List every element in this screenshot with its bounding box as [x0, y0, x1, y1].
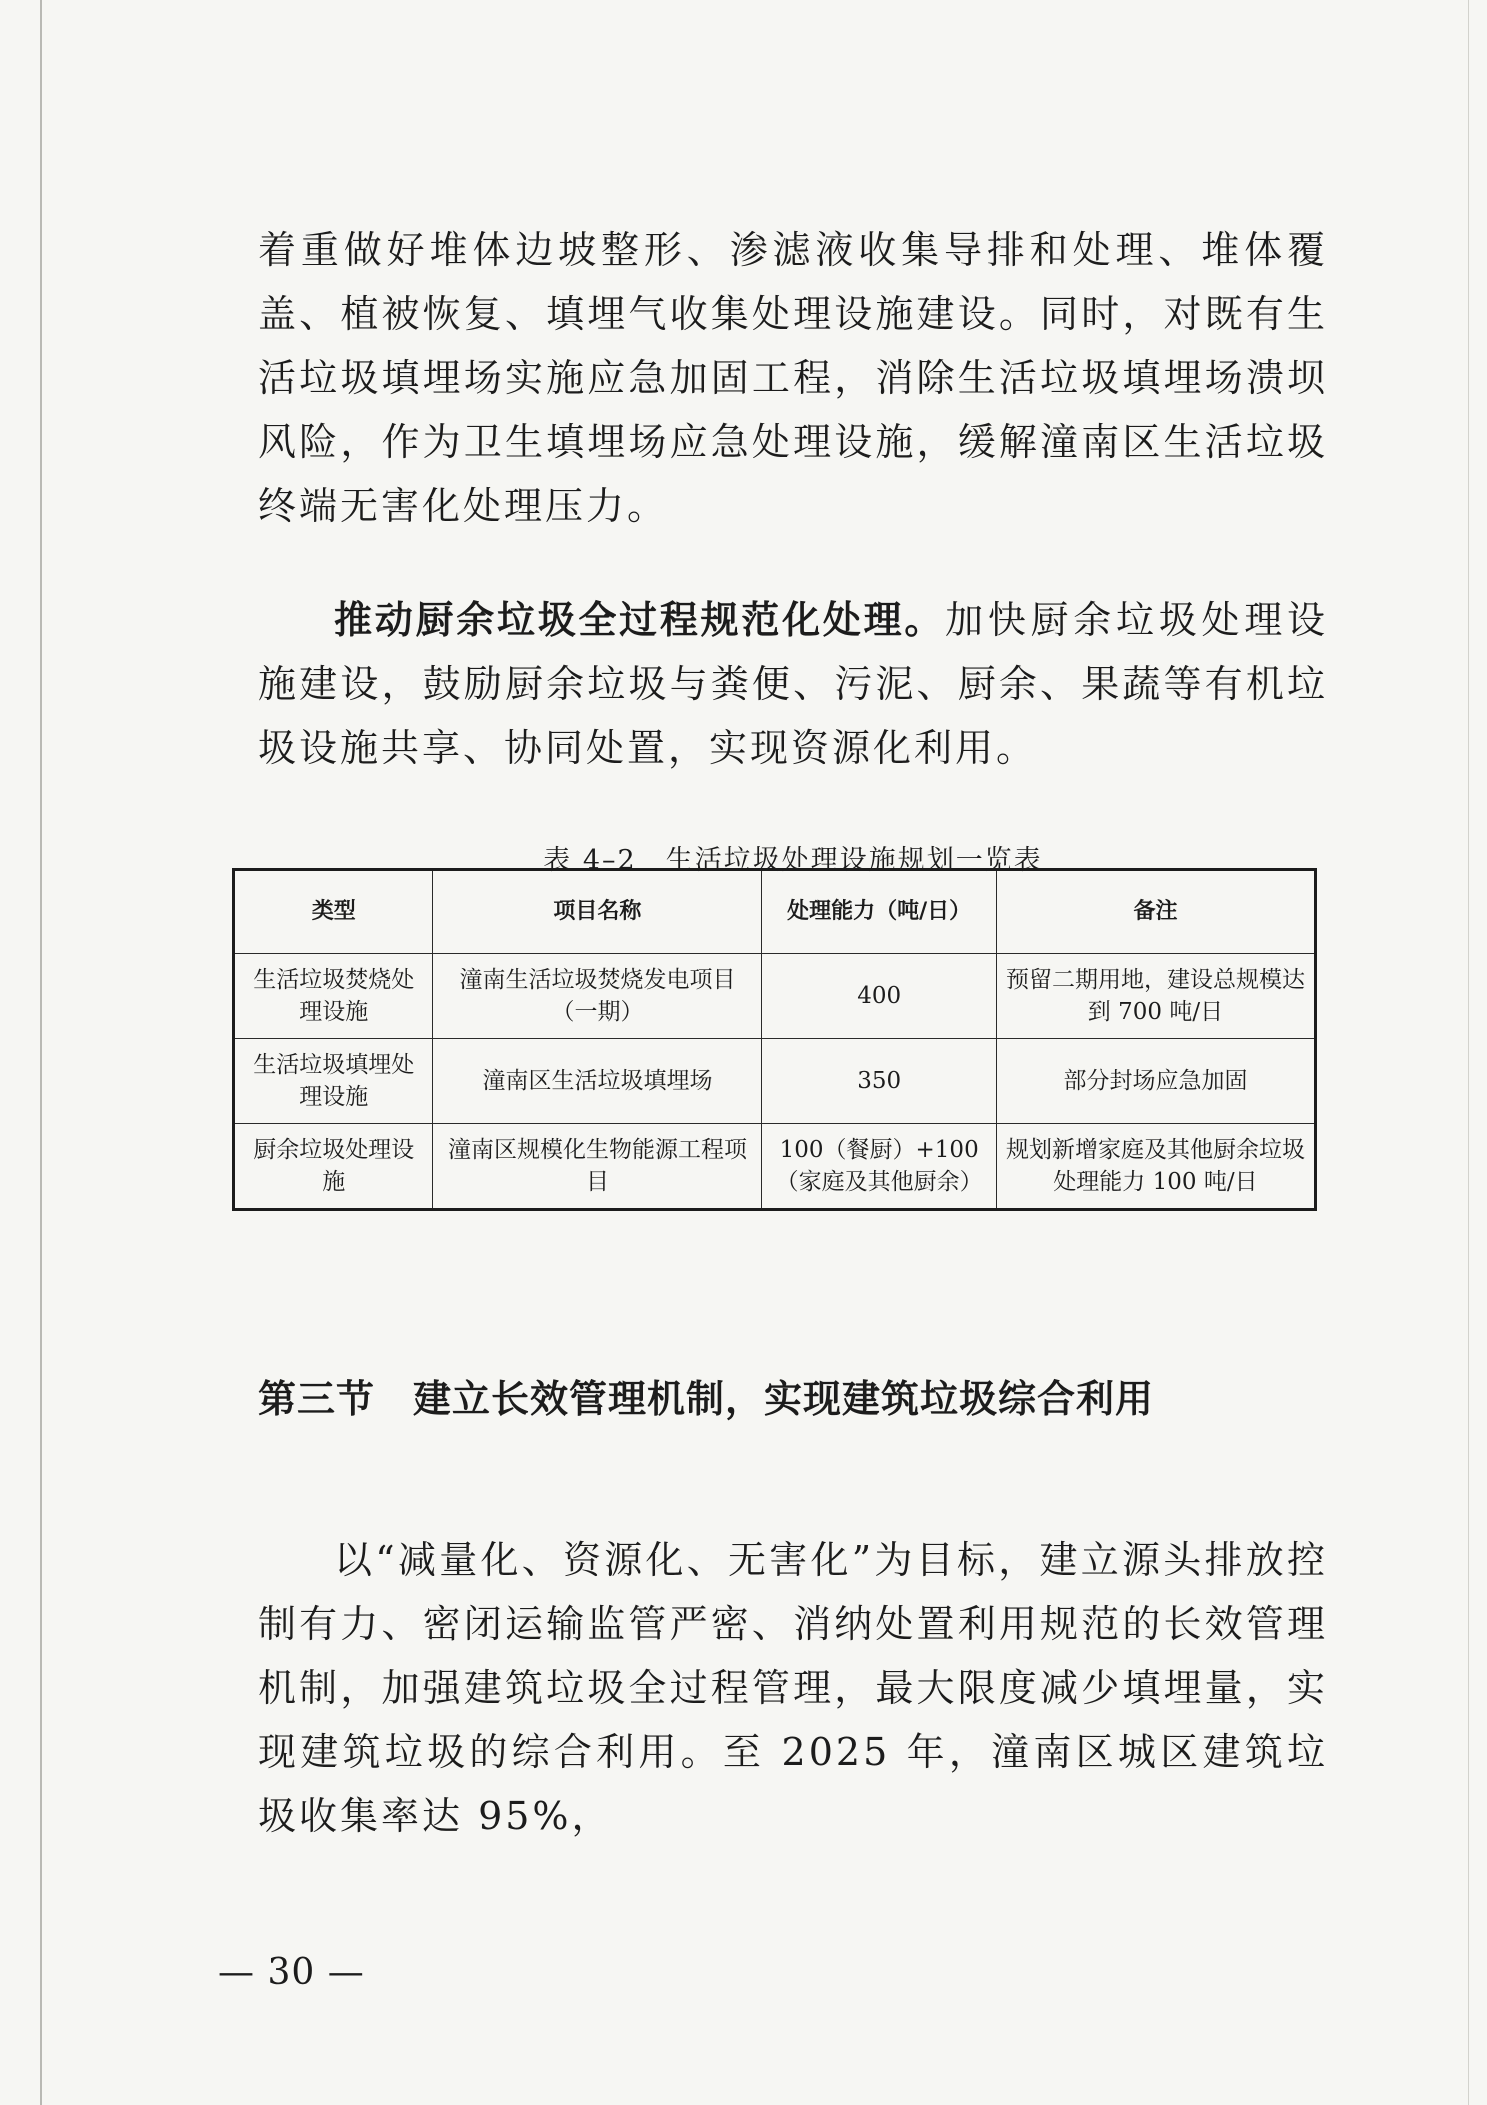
cell-project: 潼南区规模化生物能源工程项目 [433, 1124, 762, 1210]
header-capacity: 处理能力（吨/日） [762, 870, 996, 954]
facility-plan-table [232, 868, 1317, 1211]
paragraph-body: 加快厨余垃圾处理设施建设，鼓励厨余垃圾与粪便、污泥、厨余、果蔬等有机垃圾设施共享、协同处置，实现资源化利用。 [258, 598, 1328, 770]
page-binding-edge [40, 0, 42, 2105]
cell-capacity: 350 [762, 1039, 996, 1124]
table-header-row [234, 870, 1316, 954]
cell-type: 生活垃圾填埋处理设施 [234, 1039, 433, 1124]
header-project: 项目名称 [433, 870, 762, 954]
table-row [234, 1124, 1316, 1210]
paragraph-kitchen-waste [258, 588, 1328, 780]
cell-remark: 部分封场应急加固 [996, 1039, 1315, 1124]
section-heading [258, 1368, 1328, 1423]
header-remark: 备注 [996, 870, 1315, 954]
section-title: 建立长效管理机制，实现建筑垃圾综合利用 [413, 1377, 1155, 1421]
table-row [234, 1039, 1316, 1124]
cell-capacity: 100（餐厨）+100（家庭及其他厨余） [762, 1124, 996, 1210]
paragraph-lead-heading: 推动厨余垃圾全过程规范化处理。 [334, 598, 946, 642]
cell-remark: 预留二期用地，建设总规模达到 700 吨/日 [996, 954, 1315, 1039]
page-number: — 30 — [218, 1952, 365, 1993]
cell-capacity: 400 [762, 954, 996, 1039]
cell-remark: 规划新增家庭及其他厨余垃圾处理能力 100 吨/日 [996, 1124, 1315, 1210]
cell-type: 厨余垃圾处理设施 [234, 1124, 433, 1210]
section-number: 第三节 [258, 1377, 376, 1421]
cell-type: 生活垃圾焚烧处理设施 [234, 954, 433, 1039]
page-right-edge [1468, 0, 1469, 2105]
header-type: 类型 [234, 870, 433, 954]
cell-project: 潼南区生活垃圾填埋场 [433, 1039, 762, 1124]
cell-project: 潼南生活垃圾焚烧发电项目（一期） [433, 954, 762, 1039]
table-row [234, 954, 1316, 1039]
paragraph-construction-waste: 以“减量化、资源化、无害化”为目标，建立源头排放控制有力、密闭运输监管严密、消纳处置利用规范的长效管理机制，加强建筑垃圾全过程管理，最大限度减少填埋量，实现建筑垃圾的综合利用。至 2025 年，潼南区城区建筑垃圾收集率达 95%， [258, 1538, 1328, 1838]
table-caption: 表 4–2 生活垃圾处理设施规划一览表 [543, 845, 1043, 876]
paragraph-landfill-remediation: 着重做好堆体边坡整形、渗滤液收集导排和处理、堆体覆盖、植被恢复、填埋气收集处理设施建设。同时，对既有生活垃圾填埋场实施应急加固工程，消除生活垃圾填埋场溃坝风险，作为卫生填埋场应急处理设施，缓解潼南区生活垃圾终端无害化处理压力。 [258, 228, 1328, 528]
